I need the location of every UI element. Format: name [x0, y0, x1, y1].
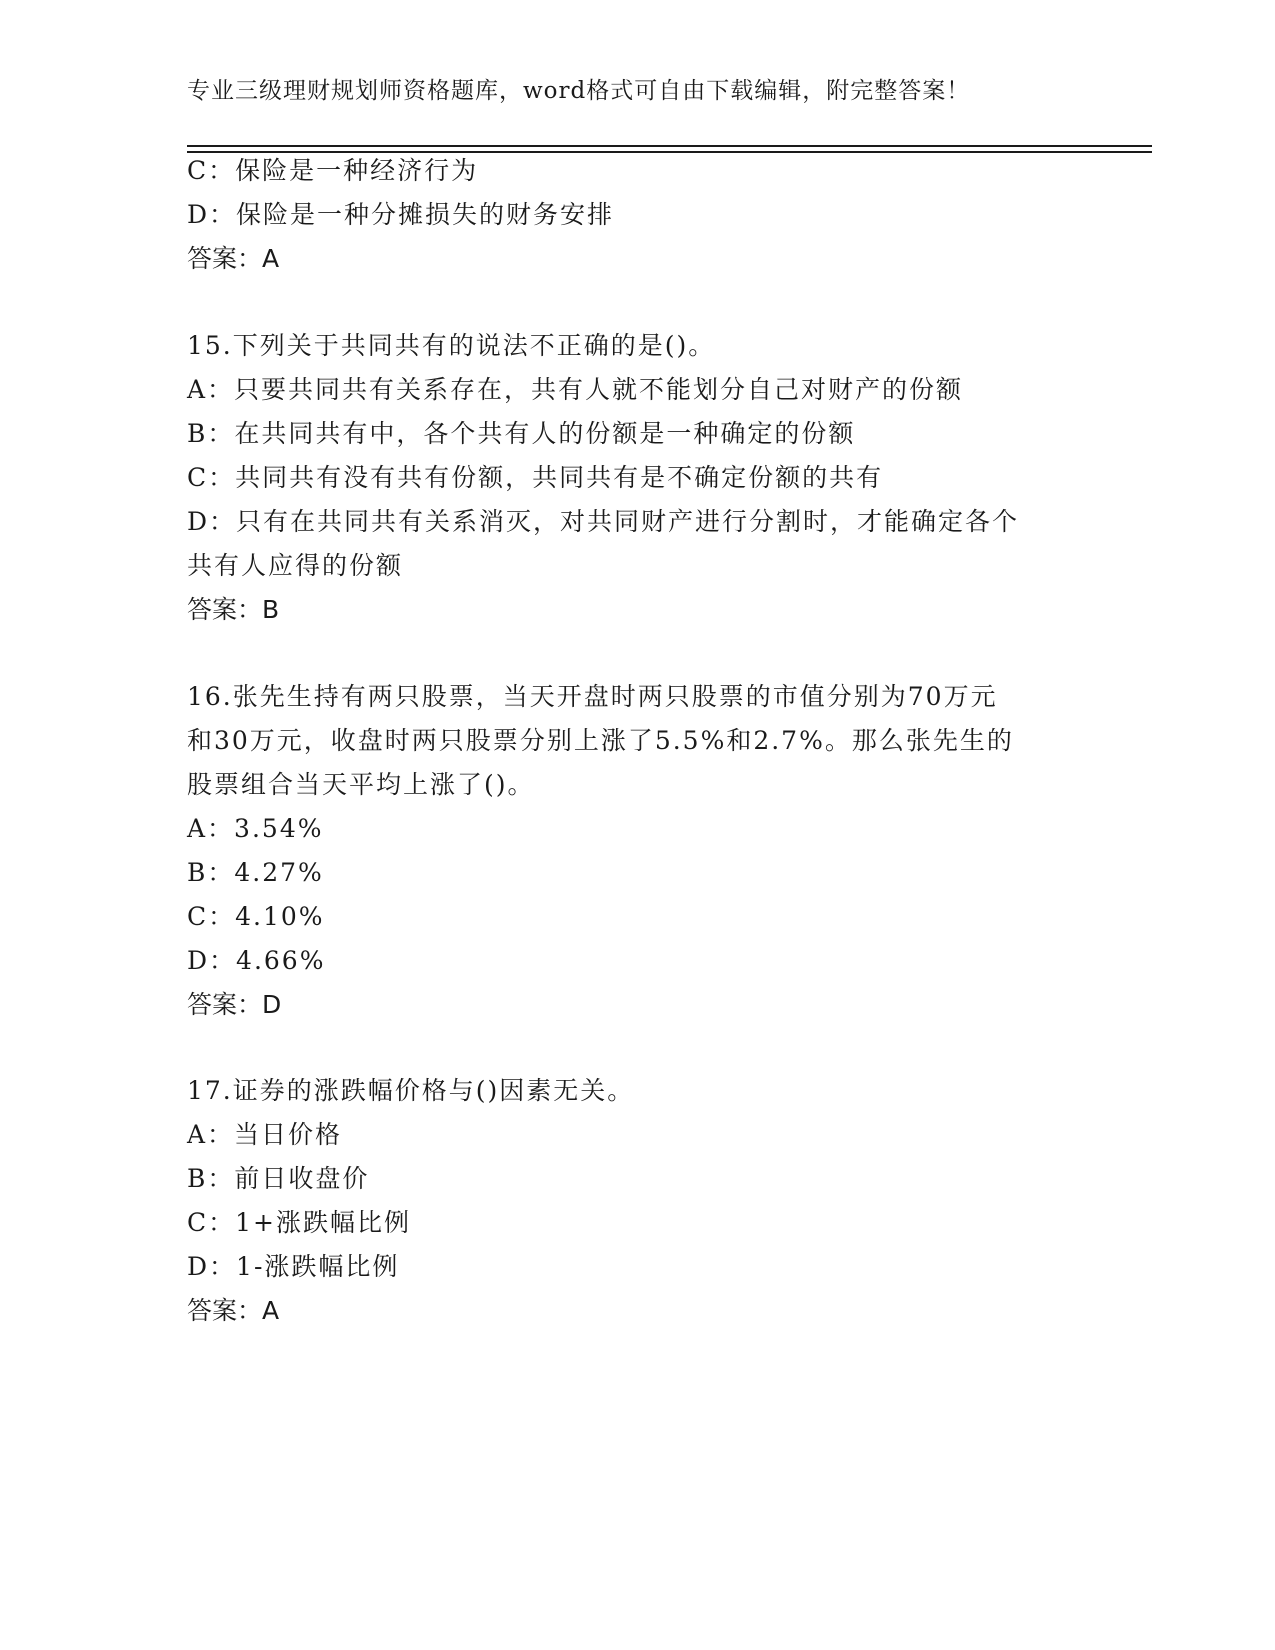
q17-option-a: A：当日价格 [187, 1120, 343, 1149]
q15-option-a: A：只要共同共有关系存在，共有人就不能划分自己对财产的份额 [187, 375, 964, 404]
q16-question-line1: 16.张先生持有两只股票，当天开盘时两只股票的市值分别为70万元 [187, 682, 998, 711]
q17-answer: 答案：A [187, 1296, 280, 1325]
q16-option-d: D：4.66% [187, 946, 326, 975]
q16-option-c: C：4.10% [187, 902, 325, 931]
q15-option-b: B：在共同共有中，各个共有人的份额是一种确定的份额 [187, 419, 856, 448]
q16-option-b: B：4.27% [187, 858, 324, 887]
q15-option-d-line1: D：只有在共同共有关系消灭，对共同财产进行分割时，才能确定各个 [187, 507, 1020, 536]
q15-question: 15.下列关于共同共有的说法不正确的是()。 [187, 331, 716, 360]
q16-answer: 答案：D [187, 990, 282, 1019]
page-header: 专业三级理财规划师资格题库，word格式可自由下载编辑，附完整答案！ [187, 78, 971, 104]
q17-option-c: C：1+涨跌幅比例 [187, 1208, 411, 1237]
q15-option-c: C：共同共有没有共有份额，共同共有是不确定份额的共有 [187, 463, 884, 492]
q16-option-a: A：3.54% [187, 814, 324, 843]
q14-option-d: D：保险是一种分摊损失的财务安排 [187, 200, 615, 229]
q14-option-c: C：保险是一种经济行为 [187, 156, 479, 185]
q17-option-b: B：前日收盘价 [187, 1164, 370, 1193]
q15-answer: 答案：B [187, 595, 280, 624]
q14-answer: 答案：A [187, 244, 280, 273]
q16-question-line3: 股票组合当天平均上涨了()。 [187, 770, 535, 799]
q17-question: 17.证券的涨跌幅价格与()因素无关。 [187, 1076, 635, 1105]
header-rule-bottom [187, 151, 1152, 153]
q17-option-d: D：1-涨跌幅比例 [187, 1252, 400, 1281]
q16-question-line2: 和30万元，收盘时两只股票分别上涨了5.5%和2.7%。那么张先生的 [187, 726, 1014, 755]
header-rule-top [187, 145, 1152, 147]
q15-option-d-line2: 共有人应得的份额 [187, 551, 404, 580]
